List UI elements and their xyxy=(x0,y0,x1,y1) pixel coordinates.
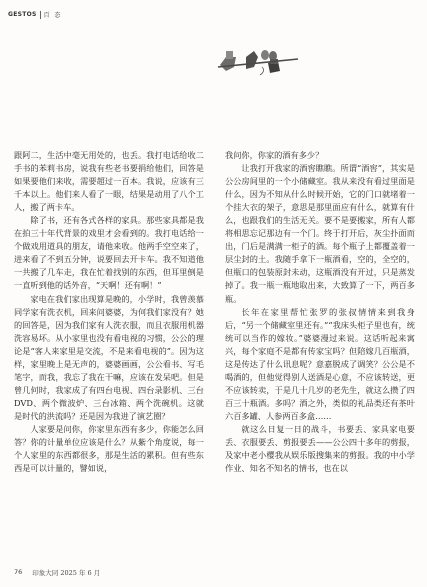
header-brand: GESTOS xyxy=(8,11,37,18)
right-paragraph-3: 长年在家里帮忙张罗的张叔情情来到我身后，“另一个储藏室里还有。”“我床头柜子里也有，统统可以当作的嫁妆。”婆婆漫过来说。这话听起来寓兴，每个家庭不是都有传家宝吗？但陪嫁几百瓶酒，这是传达了什么讯息呢？意嘉脱成了调笑？公公是不喝酒的，但他觉得别人送酒是心意，不应该转送，更不应该转卖，于是几十几岁的老先生，就这么攒了四百三十瓶酒。多吗？酒之外，类似的礼品类还有茶叶六百多罐、人参两百多盒…… xyxy=(225,306,415,421)
page-footer xyxy=(14,568,100,577)
right-text-column xyxy=(225,149,415,559)
left-text-column xyxy=(14,149,204,559)
right-paragraph-2: 让我打开我家的酒窖瞧瞧。所谓“酒窖”，其实是公公房间里的一个小储藏室。我从来没有看过里面是什么，因为不知从什么时候开始，它的门口就堵着一个挂大衣的架子，意思是那里面应有什么，就算有什么，也跟我们的生活无关。要不是要搬家，所有人都将相思忘记那边有一个门。终于打开后，灰尘扑面而出，门后是满满一柜子的酒。每个瓶子上都覆盖着一层尘封的土。我随手拿下一瓶酒看，空的，全空的，但瓶口的包装原封未动，这瓶酒没有开过，只是蒸发掉了。我一瓶一瓶地取出来，大致算了一下，两百多瓶。 xyxy=(225,163,415,304)
left-paragraph-2: 除了书，还有各式各样的家具。那些家具都是我在拍三十年代背景的戏里才会看到的。我打电话给一个做戏用道具的朋友，请他来收。他两手空空来了，进来看了不到五分钟，说要回去开卡车。我不知道他一共搬了几车走，我在忙着找别的东西，但耳里倒是一直听到他的话外音，“天啊！还有啊！” xyxy=(14,215,204,291)
right-paragraph-4: 就这么日复一日的战斗，书要丢、家具家电要丢、衣服要丢、剪报要丢——公公四十多年的剪报，及家中老小樱我从娱乐版搜集来的剪报。我的中小学作业、知名不知名的情书，也在以 xyxy=(225,423,415,474)
left-paragraph-1: 跟阿二，生活中毫无用处的，也丢。我打电话给收二手书的苯莉书房，说我有些老书要捐给他们，回答是如果要他们来收，需要超过一百本。我说，应该有三千本以上。他们来人看了一眼，结果是动用了八个工人，搬了两卡车。 xyxy=(14,150,204,213)
left-paragraph-3: 家电在我们家出现算是晚的，小学时，我曾羡慕同学家有洗衣机，回来问婆婆，为何我们家没有？她的回答是，因为我们家有人洗衣服，而且衣服用机器洗容易坏。从小家里也没有看电视的习惯，公公的理论是“客人来家里是交流，不是来看电视的”。因为这样，家里晚上是无声的，婆婆画画，公公看书、写毛笔字，而我，我忘了我在干嘛，应该在发呆吧。但是曾几何时，我家成了有四台电视、四台录影机、三台DVD、两个微波炉、三台冰箱、两个洗碗机。这就是时代的洪流吗？还是因为我进了演艺圈？ xyxy=(14,293,204,421)
right-paragraph-1: 我问你，你家的酒有多少？ xyxy=(225,150,324,160)
running-header xyxy=(8,9,62,20)
page-number: 76 xyxy=(14,568,23,576)
header-section: 百 态 xyxy=(43,12,62,19)
magazine-issue: 印象大同 2025 年 6 月 xyxy=(32,569,101,577)
header-divider xyxy=(40,11,41,19)
left-paragraph-4: 人家要是问你，你家里东西有多少，你能怎么回答？你的计量单位应该是什么？从紫个角度说，每一个人家里的东西都很多，那是生活的累积。但有些东西是可以计量的，譬如说， xyxy=(14,423,204,474)
shelf-photo-icon xyxy=(14,27,412,133)
